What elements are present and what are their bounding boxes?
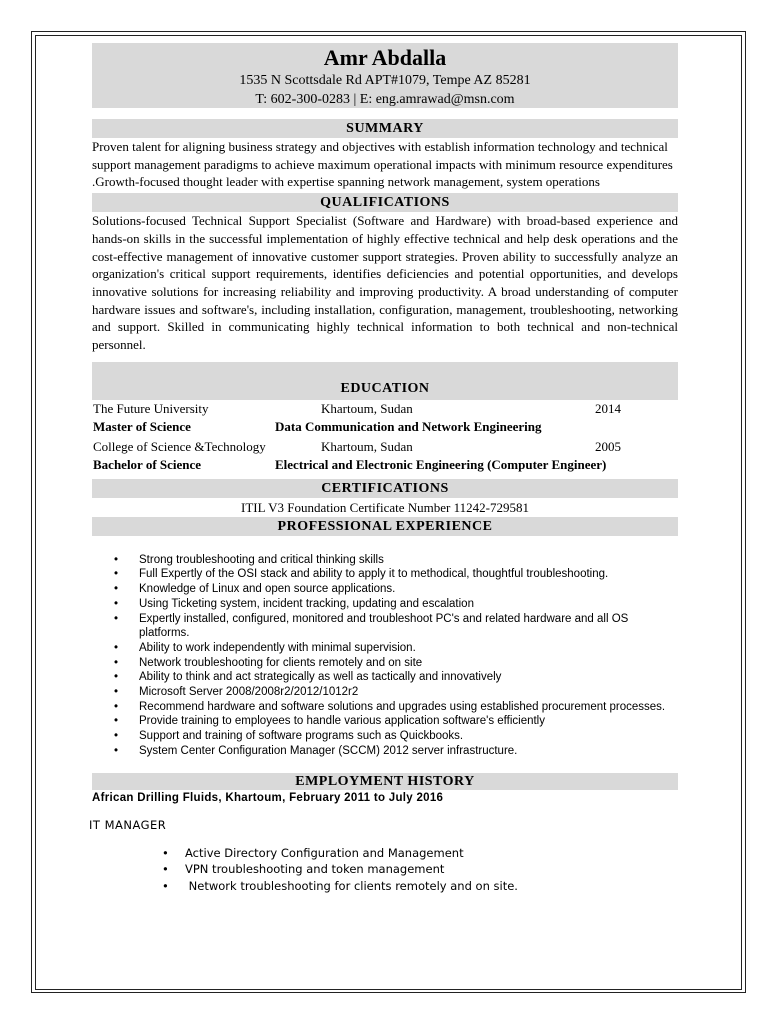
school-location: Khartoum, Sudan [321, 438, 413, 454]
bullet-icon: • [114, 686, 119, 699]
employment-heading: EMPLOYMENT HISTORY [92, 773, 678, 790]
experience-heading: PROFESSIONAL EXPERIENCE [92, 517, 678, 536]
list-item: • Recommend hardware and software solutions and upgrades using established procurement processes. [114, 700, 666, 713]
resume-header [92, 43, 678, 108]
bullet-icon: • [114, 597, 119, 610]
candidate-address: 1535 N Scottsdale Rd APT#1079, Tempe AZ 85281 [239, 73, 531, 88]
candidate-name: Amr Abdalla [323, 45, 447, 70]
school-location: Khartoum, Sudan [321, 400, 413, 416]
degree-field: Electrical and Electronic Engineering (Computer Engineer) [275, 457, 607, 473]
bullet-icon: • [114, 671, 119, 684]
degree-row [92, 418, 678, 437]
list-item: • Provide training to employees to handle various application software's efficiently [114, 715, 545, 728]
bullet-icon: • [114, 656, 119, 669]
bullet-icon: • [114, 583, 119, 596]
certification-text: ITIL V3 Foundation Certificate Number 11242-729581 [241, 499, 529, 515]
bullet-icon: • [162, 862, 169, 877]
duties-list [92, 845, 678, 895]
bullet-icon: • [114, 612, 119, 625]
bullet-icon: • [114, 715, 119, 728]
list-item: • Network troubleshooting for clients remotely and on site [114, 656, 423, 669]
resume-document [89, 43, 678, 894]
list-item: • System Center Configuration Manager (SCCM) 2012 server infrastructure. [114, 744, 518, 757]
job-title: IT MANAGER [89, 817, 167, 832]
qualifications-heading: QUALIFICATIONS [92, 193, 678, 212]
skills-list [92, 553, 678, 759]
list-item: • Active Directory Configuration and Management [162, 845, 464, 860]
list-item: • Support and training of software programs such as Quickbooks. [114, 730, 464, 743]
list-item: • Network troubleshooting for clients remotely and on site. [162, 878, 518, 893]
list-item: • Expertly installed, configured, monitored and troubleshoot PC's and related hardware and all OS platforms. [114, 612, 629, 640]
summary-text: Proven talent for aligning business strategy and objectives with establish information technology and technical support management paradigms to achieve maximum operational impacts with minimum resource expenditures .Growth-focused thought leader with expertise spanning network management, system operations [92, 139, 673, 190]
degree-name: Master of Science [93, 419, 191, 435]
list-item: • VPN troubleshooting and token management [162, 862, 445, 877]
education-row [92, 438, 678, 457]
degree-field: Data Communication and Network Engineering [275, 419, 542, 435]
school-name: The Future University [93, 400, 209, 416]
qualifications-text: Solutions-focused Technical Support Specialist (Software and Hardware) with broad-based experience and hands-on skills in the successful implementation of highly effective technical and help desk operations and the cost-effective management of innovative customer support strategies. Proven ability to successfully analyze an organization's critical support requirements, identifies deficiencies and potential opportunities, and develops innovative solutions for increasing reliability and improving productivity. A broad understanding of computer hardware issues and software's, including installation, configuration, management, troubleshooting, networking and support. Skilled in communicating highly technical information to both technical and non-technical personnel. [92, 213, 678, 353]
bullet-icon: • [114, 700, 119, 713]
bullet-icon: • [114, 730, 119, 743]
school-name: College of Science &Technology [93, 438, 266, 454]
list-item: • Knowledge of Linux and open source applications. [114, 583, 396, 596]
graduation-year: 2014 [595, 400, 621, 416]
certifications-heading: CERTIFICATIONS [92, 479, 678, 498]
degree-name: Bachelor of Science [93, 457, 202, 473]
list-item: • Microsoft Server 2008/2008r2/2012/1012r2 [114, 686, 359, 699]
education-heading: EDUCATION [92, 362, 678, 400]
bullet-icon: • [114, 553, 119, 566]
employer-line: African Drilling Fluids, Khartoum, February 2011 to July 2016 [92, 791, 444, 804]
education-row [92, 400, 678, 419]
graduation-year: 2005 [595, 438, 621, 454]
bullet-icon: • [114, 641, 119, 654]
list-item: • Using Ticketing system, incident tracking, updating and escalation [114, 597, 474, 610]
bullet-icon: • [162, 845, 169, 860]
degree-row [92, 456, 678, 475]
education-entry [92, 438, 678, 475]
list-item: • Ability to think and act strategically as well as tactically and innovatively [114, 671, 502, 684]
bullet-icon: • [114, 568, 119, 581]
candidate-contact: T: 602-300-0283 | E: eng.amrawad@msn.com [255, 92, 515, 107]
summary-heading: SUMMARY [92, 119, 678, 138]
list-item: • Full Expertly of the OSI stack and ability to apply it to methodical, thoughtful troubleshooting. [114, 568, 609, 581]
bullet-icon: • [162, 878, 169, 893]
bullet-icon: • [114, 744, 119, 757]
education-entry [92, 400, 678, 437]
list-item: • Ability to work independently with minimal supervision. [114, 641, 416, 654]
list-item: • Strong troubleshooting and critical thinking skills [114, 553, 384, 566]
